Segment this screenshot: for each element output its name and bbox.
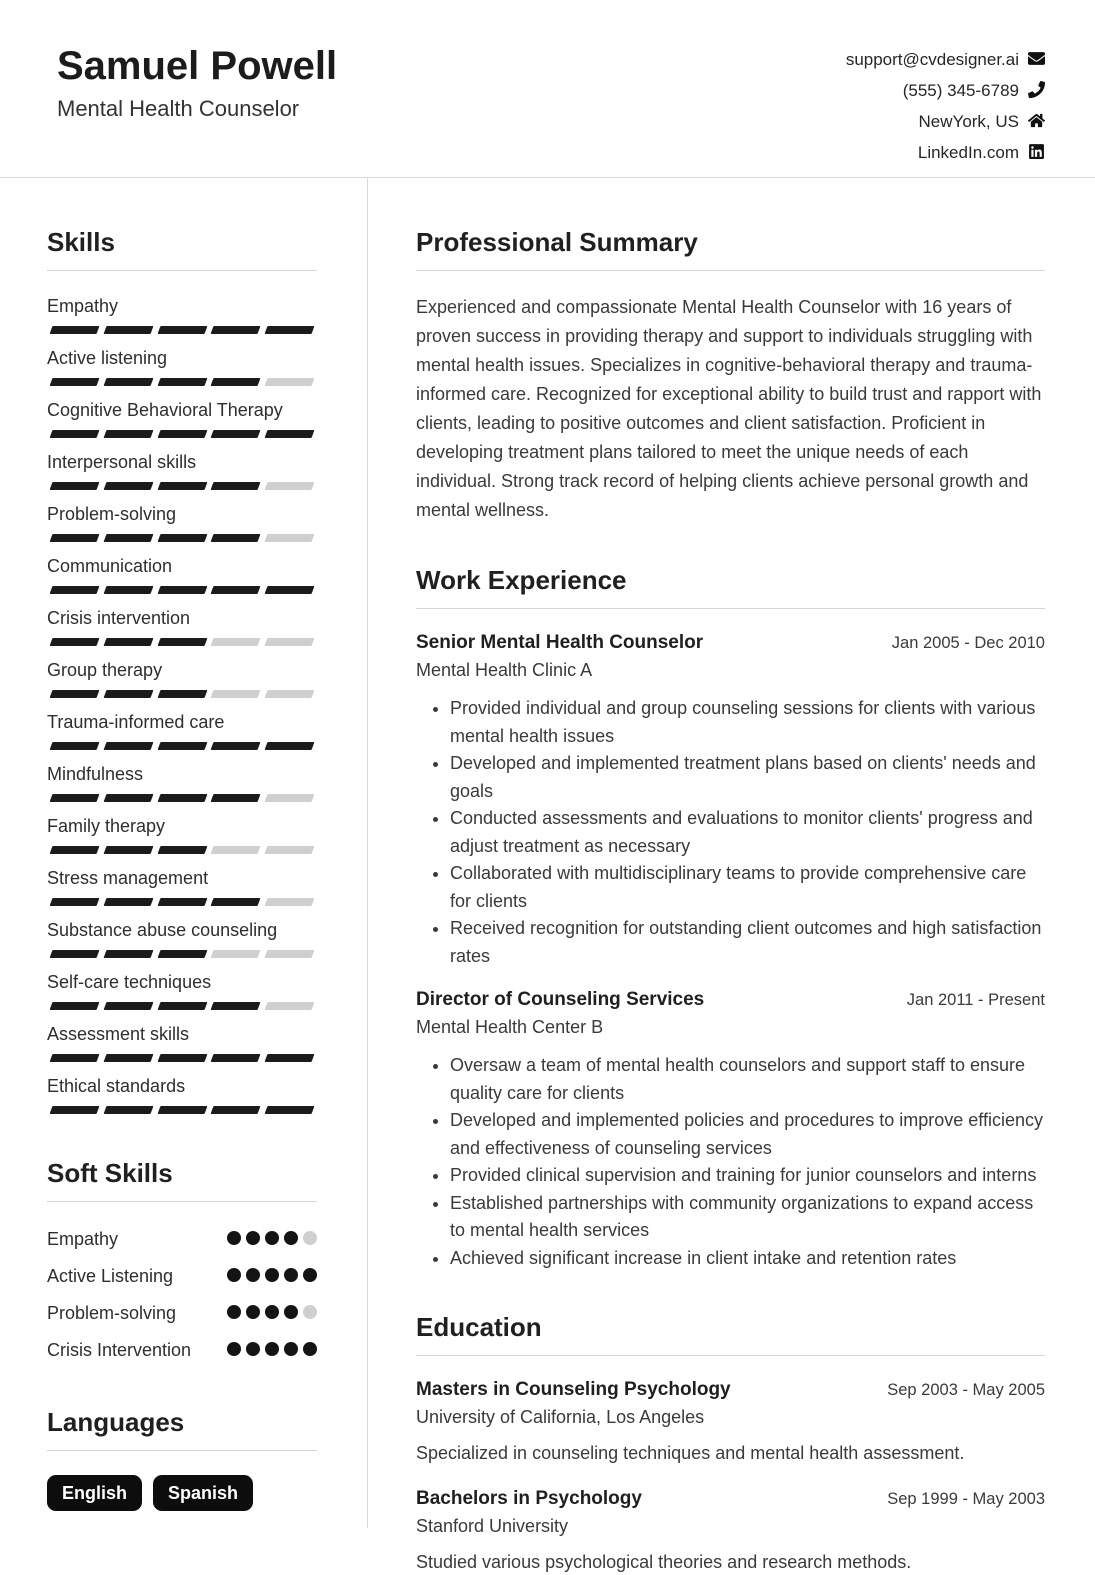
job-head bbox=[416, 631, 1045, 655]
skill-bar-segment bbox=[50, 690, 100, 698]
language-badge: English bbox=[47, 1475, 142, 1511]
education-section bbox=[416, 1312, 1045, 1575]
contact-email-text: support@cvdesigner.ai bbox=[845, 50, 1019, 69]
skill-bar-segment bbox=[157, 326, 207, 334]
degree-entry bbox=[416, 1487, 1045, 1575]
job-entry bbox=[416, 988, 1045, 1272]
skill-label: Active listening bbox=[47, 348, 168, 368]
skill-bar-segment bbox=[103, 898, 153, 906]
job-company: Mental Health Center B bbox=[416, 1017, 604, 1037]
sidebar bbox=[0, 178, 368, 1528]
skill-bar-segment bbox=[211, 690, 261, 698]
skill-item bbox=[47, 451, 317, 490]
degree-entry bbox=[416, 1378, 1045, 1466]
soft-skill-dot bbox=[265, 1268, 279, 1282]
soft-skills-heading: Soft Skills bbox=[47, 1158, 317, 1202]
soft-skill-item bbox=[47, 1226, 317, 1252]
skill-bar-segment bbox=[103, 950, 153, 958]
skill-item bbox=[47, 607, 317, 646]
job-bullet: • Developed and implemented treatment plans based on clients' needs and goals bbox=[450, 750, 1045, 805]
soft-skill-dot bbox=[227, 1231, 241, 1245]
skill-label: Mindfulness bbox=[47, 764, 144, 784]
skill-label: Family therapy bbox=[47, 816, 166, 836]
skill-bar-segment bbox=[265, 742, 315, 750]
skill-bar-segment bbox=[265, 794, 315, 802]
skill-bar-segment bbox=[157, 794, 207, 802]
skill-bar bbox=[47, 742, 317, 750]
skill-label: Cognitive Behavioral Therapy bbox=[47, 400, 283, 420]
soft-skill-label: Empathy bbox=[47, 1229, 119, 1249]
skill-bar-segment bbox=[50, 326, 100, 334]
skill-bar bbox=[47, 794, 317, 802]
soft-skill-dot bbox=[284, 1231, 298, 1245]
soft-skill-dot bbox=[265, 1305, 279, 1319]
person-job-title: Mental Health Counselor bbox=[57, 96, 300, 121]
soft-skill-dot bbox=[303, 1305, 317, 1319]
education-heading: Education bbox=[416, 1312, 1045, 1356]
skill-bar bbox=[47, 586, 317, 594]
skill-bar-segment bbox=[50, 898, 100, 906]
skill-bar bbox=[47, 1054, 317, 1062]
skill-bar-segment bbox=[157, 534, 207, 542]
skill-bar-segment bbox=[265, 586, 315, 594]
degree-head bbox=[416, 1487, 1045, 1511]
job-title: Director of Counseling Services bbox=[416, 989, 705, 1010]
skill-bar-segment bbox=[211, 742, 261, 750]
soft-skill-label: Problem-solving bbox=[47, 1303, 177, 1323]
skill-bar-segment bbox=[157, 1054, 207, 1062]
soft-skill-dot bbox=[265, 1231, 279, 1245]
soft-skill-dot bbox=[246, 1231, 260, 1245]
job-bullet: • Developed and implemented policies and procedures to improve efficiency and effectiveness of counseling services bbox=[450, 1107, 1045, 1162]
soft-skill-dot bbox=[303, 1231, 317, 1245]
skill-bar bbox=[47, 482, 317, 490]
skill-item bbox=[47, 503, 317, 542]
skill-label: Interpersonal skills bbox=[47, 452, 197, 472]
job-bullet: • Established partnerships with community organizations to expand access to mental health services bbox=[450, 1190, 1045, 1245]
skill-bar-segment bbox=[157, 1106, 207, 1114]
soft-skill-dot bbox=[303, 1268, 317, 1282]
skill-bar-segment bbox=[265, 638, 315, 646]
skill-bar-segment bbox=[103, 534, 153, 542]
skill-bar bbox=[47, 638, 317, 646]
skill-bar-segment bbox=[103, 326, 153, 334]
job-bullet: • Provided clinical supervision and training for junior counselors and interns bbox=[450, 1162, 1045, 1190]
skill-bar bbox=[47, 1106, 317, 1114]
skill-bar-segment bbox=[265, 482, 315, 490]
languages-section bbox=[47, 1407, 317, 1511]
job-dates: Jan 2005 - Dec 2010 bbox=[891, 634, 1045, 652]
skill-bar-segment bbox=[265, 950, 315, 958]
job-entry bbox=[416, 631, 1045, 970]
skill-label: Empathy bbox=[47, 296, 119, 316]
soft-skill-dots bbox=[227, 1226, 317, 1245]
skill-bar-segment bbox=[211, 1002, 261, 1010]
skill-item bbox=[47, 919, 317, 958]
soft-skill-item bbox=[47, 1337, 317, 1363]
contact-location bbox=[846, 106, 1045, 137]
soft-skill-dot bbox=[246, 1268, 260, 1282]
contact-linkedin-text: LinkedIn.com bbox=[917, 143, 1019, 162]
skill-bar-segment bbox=[157, 742, 207, 750]
soft-skill-dot bbox=[284, 1305, 298, 1319]
skill-item bbox=[47, 1075, 317, 1114]
skill-bar bbox=[47, 534, 317, 542]
skill-label: Communication bbox=[47, 556, 173, 576]
degree-dates: Sep 2003 - May 2005 bbox=[887, 1381, 1045, 1399]
contact-block bbox=[846, 44, 1045, 168]
degree-title: Bachelors in Psychology bbox=[416, 1488, 642, 1509]
skill-bar-segment bbox=[265, 690, 315, 698]
soft-skill-item bbox=[47, 1300, 317, 1326]
soft-skill-dot bbox=[227, 1342, 241, 1356]
soft-skill-label: Active Listening bbox=[47, 1266, 174, 1286]
summary-text: Experienced and compassionate Mental Health Counselor with 16 years of proven success in providing therapy and support to individuals struggling with mental health issues. Specializes in cognitive-behavioral therapy and trauma-informed care. Recognized for exceptional ability to build trust and rapport with clients, leading to positive outcomes and client satisfaction. Proficient in developing treatment plans tailored to meet the unique needs of each individual. Strong track record of helping clients achieve personal growth and mental wellness. bbox=[416, 297, 1042, 520]
skill-bar-segment bbox=[265, 898, 315, 906]
skill-bar-segment bbox=[50, 534, 100, 542]
experience-section bbox=[416, 565, 1045, 1272]
skill-bar-segment bbox=[103, 846, 153, 854]
skill-bar-segment bbox=[103, 794, 153, 802]
skill-bar-segment bbox=[157, 430, 207, 438]
skill-bar bbox=[47, 950, 317, 958]
skill-item bbox=[47, 1023, 317, 1062]
skill-bar-segment bbox=[211, 1106, 261, 1114]
job-bullet-list bbox=[416, 1052, 1045, 1272]
skill-bar bbox=[47, 430, 317, 438]
skill-bar-segment bbox=[157, 950, 207, 958]
job-bullet: • Received recognition for outstanding client outcomes and high satisfaction rates bbox=[450, 915, 1045, 970]
summary-section bbox=[416, 227, 1045, 525]
degree-description: Specialized in counseling techniques and mental health assessment. bbox=[416, 1443, 965, 1463]
skill-bar-segment bbox=[211, 1054, 261, 1062]
soft-skill-dot bbox=[284, 1268, 298, 1282]
soft-skills-section bbox=[47, 1158, 317, 1363]
skill-bar-segment bbox=[103, 482, 153, 490]
degree-title: Masters in Counseling Psychology bbox=[416, 1379, 731, 1400]
skill-bar-segment bbox=[50, 1106, 100, 1114]
identity-block bbox=[57, 44, 337, 122]
skill-label: Substance abuse counseling bbox=[47, 920, 278, 940]
job-bullet: • Provided individual and group counseling sessions for clients with various mental health issues bbox=[450, 695, 1045, 750]
skill-bar-segment bbox=[157, 1002, 207, 1010]
skill-bar-segment bbox=[211, 638, 261, 646]
skill-item bbox=[47, 711, 317, 750]
degree-dates: Sep 1999 - May 2003 bbox=[887, 1490, 1045, 1508]
skill-bar-segment bbox=[157, 898, 207, 906]
skill-bar-segment bbox=[265, 430, 315, 438]
skill-bar-segment bbox=[103, 378, 153, 386]
job-dates: Jan 2011 - Present bbox=[906, 991, 1045, 1009]
skill-bar-segment bbox=[157, 482, 207, 490]
skill-bar-segment bbox=[265, 846, 315, 854]
language-list bbox=[47, 1475, 317, 1511]
skill-bar-segment bbox=[50, 846, 100, 854]
skill-label: Assessment skills bbox=[47, 1024, 190, 1044]
skill-bar-segment bbox=[157, 846, 207, 854]
skill-bar-segment bbox=[50, 742, 100, 750]
contact-linkedin bbox=[846, 137, 1045, 168]
skill-bar-segment bbox=[211, 482, 261, 490]
skill-bar-segment bbox=[265, 326, 315, 334]
skill-item bbox=[47, 555, 317, 594]
skill-bar-segment bbox=[103, 742, 153, 750]
job-bullet-list bbox=[416, 695, 1045, 970]
degree-school: University of California, Los Angeles bbox=[416, 1407, 705, 1427]
skill-bar bbox=[47, 1002, 317, 1010]
skill-bar-segment bbox=[103, 1106, 153, 1114]
contact-phone-text: (555) 345-6789 bbox=[902, 81, 1019, 100]
skill-bar-segment bbox=[50, 1002, 100, 1010]
soft-skill-dot bbox=[284, 1342, 298, 1356]
skill-item bbox=[47, 971, 317, 1010]
soft-skill-dot bbox=[246, 1342, 260, 1356]
soft-skill-dot bbox=[227, 1305, 241, 1319]
person-name: Samuel Powell bbox=[57, 44, 338, 88]
envelope-icon bbox=[1028, 50, 1045, 67]
skill-bar-segment bbox=[211, 326, 261, 334]
soft-skill-dots bbox=[227, 1337, 317, 1356]
experience-heading: Work Experience bbox=[416, 565, 1045, 609]
resume-body bbox=[0, 178, 1095, 1572]
skill-label: Problem-solving bbox=[47, 504, 177, 524]
degree-school: Stanford University bbox=[416, 1516, 569, 1536]
phone-icon bbox=[1028, 81, 1045, 98]
soft-skill-dot bbox=[246, 1305, 260, 1319]
job-bullet: • Conducted assessments and evaluations to monitor clients' progress and adjust treatment as necessary bbox=[450, 805, 1045, 860]
soft-skill-dot bbox=[303, 1342, 317, 1356]
skill-bar-segment bbox=[50, 950, 100, 958]
skill-bar-segment bbox=[211, 586, 261, 594]
skill-bar-segment bbox=[211, 950, 261, 958]
skill-bar-segment bbox=[211, 378, 261, 386]
skill-bar bbox=[47, 690, 317, 698]
job-bullet: • Oversaw a team of mental health counselors and support staff to ensure quality care for clients bbox=[450, 1052, 1045, 1107]
soft-skill-item bbox=[47, 1263, 317, 1289]
job-bullet: • Collaborated with multidisciplinary teams to provide comprehensive care for clients bbox=[450, 860, 1045, 915]
skill-item bbox=[47, 867, 317, 906]
skills-section bbox=[47, 227, 317, 1114]
language-badge: Spanish bbox=[153, 1475, 253, 1511]
home-icon bbox=[1028, 112, 1045, 129]
skill-bar-segment bbox=[157, 690, 207, 698]
skill-item bbox=[47, 399, 317, 438]
skill-label: Self-care techniques bbox=[47, 972, 212, 992]
soft-skill-label: Crisis Intervention bbox=[47, 1340, 192, 1360]
skill-bar bbox=[47, 326, 317, 334]
skill-label: Group therapy bbox=[47, 660, 163, 680]
skill-bar-segment bbox=[157, 378, 207, 386]
skill-bar-segment bbox=[265, 534, 315, 542]
linkedin-icon bbox=[1028, 143, 1045, 160]
skill-bar-segment bbox=[157, 586, 207, 594]
degree-description: Studied various psychological theories and research methods. bbox=[416, 1552, 912, 1572]
contact-location-text: NewYork, US bbox=[918, 112, 1019, 131]
skill-bar-segment bbox=[103, 586, 153, 594]
skill-bar-segment bbox=[157, 638, 207, 646]
skill-bar-segment bbox=[103, 1002, 153, 1010]
skill-bar-segment bbox=[265, 1002, 315, 1010]
skill-item bbox=[47, 763, 317, 802]
skill-bar-segment bbox=[50, 378, 100, 386]
resume-header bbox=[0, 0, 1095, 178]
skill-bar-segment bbox=[103, 1054, 153, 1062]
skill-label: Ethical standards bbox=[47, 1076, 186, 1096]
contact-phone bbox=[846, 75, 1045, 106]
skill-bar-segment bbox=[50, 638, 100, 646]
skills-heading: Skills bbox=[47, 227, 317, 271]
skill-item bbox=[47, 815, 317, 854]
skill-bar-segment bbox=[50, 794, 100, 802]
skill-bar-segment bbox=[265, 1054, 315, 1062]
skill-label: Stress management bbox=[47, 868, 209, 888]
soft-skill-dot bbox=[265, 1342, 279, 1356]
skill-bar-segment bbox=[103, 430, 153, 438]
skill-bar-segment bbox=[50, 482, 100, 490]
skill-item bbox=[47, 659, 317, 698]
job-title: Senior Mental Health Counselor bbox=[416, 632, 704, 653]
degree-head bbox=[416, 1378, 1045, 1402]
languages-heading: Languages bbox=[47, 1407, 317, 1451]
skill-bar-segment bbox=[50, 430, 100, 438]
skill-bar bbox=[47, 378, 317, 386]
soft-skill-dot bbox=[227, 1268, 241, 1282]
skill-bar-segment bbox=[50, 1054, 100, 1062]
skill-bar-segment bbox=[211, 534, 261, 542]
skill-label: Trauma-informed care bbox=[47, 712, 225, 732]
skill-bar-segment bbox=[265, 378, 315, 386]
job-company: Mental Health Clinic A bbox=[416, 660, 593, 680]
skill-bar-segment bbox=[211, 794, 261, 802]
skill-bar-segment bbox=[211, 430, 261, 438]
skill-bar bbox=[47, 898, 317, 906]
skill-bar-segment bbox=[103, 638, 153, 646]
contact-email bbox=[846, 44, 1045, 75]
skill-bar-segment bbox=[265, 1106, 315, 1114]
skill-label: Crisis intervention bbox=[47, 608, 191, 628]
skill-bar-segment bbox=[103, 690, 153, 698]
main-column bbox=[368, 178, 1095, 1572]
job-head bbox=[416, 988, 1045, 1012]
soft-skill-dots bbox=[227, 1263, 317, 1282]
skill-bar-segment bbox=[211, 898, 261, 906]
skill-bar bbox=[47, 846, 317, 854]
job-bullet: • Achieved significant increase in client intake and retention rates bbox=[450, 1245, 1045, 1273]
skill-item bbox=[47, 295, 317, 334]
skill-bar-segment bbox=[211, 846, 261, 854]
soft-skill-dots bbox=[227, 1300, 317, 1319]
skill-item bbox=[47, 347, 317, 386]
summary-heading: Professional Summary bbox=[416, 227, 1045, 271]
skill-bar-segment bbox=[50, 586, 100, 594]
